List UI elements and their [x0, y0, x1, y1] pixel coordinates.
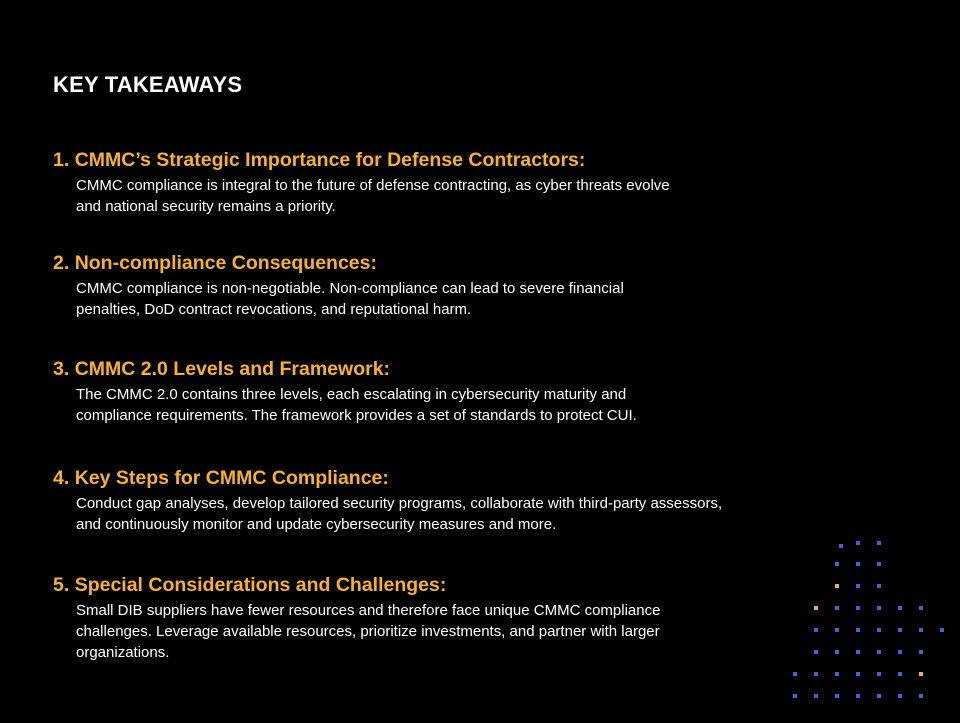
takeaway-item-2 — [53, 251, 624, 320]
description-line: and continuously monitor and update cybersecurity measures and more. — [76, 516, 557, 533]
takeaway-title: CMMC’s Strategic Importance for Defense Contractors: — [74, 149, 586, 171]
dot-icon — [839, 544, 843, 548]
dot-icon — [898, 672, 902, 676]
takeaway-heading — [53, 357, 637, 381]
dot-icon — [793, 672, 797, 676]
dot-icon — [919, 650, 923, 654]
dot-icon — [814, 628, 818, 632]
dot-icon — [835, 672, 839, 676]
dot-icon — [835, 562, 839, 566]
takeaway-item-1 — [53, 148, 670, 217]
takeaway-heading — [53, 251, 624, 275]
dot-icon — [898, 694, 902, 698]
dot-icon — [793, 694, 797, 698]
takeaway-description — [76, 493, 722, 535]
dot-icon — [877, 628, 881, 632]
dot-icon — [919, 672, 923, 676]
takeaway-description — [76, 278, 624, 320]
dot-icon — [877, 541, 881, 545]
takeaway-heading — [53, 573, 660, 597]
dot-icon — [814, 606, 818, 610]
takeaway-number: 5. — [53, 574, 70, 596]
dot-icon — [835, 650, 839, 654]
dot-icon — [898, 606, 902, 610]
takeaway-heading — [53, 466, 722, 490]
dot-icon — [877, 606, 881, 610]
takeaway-title: Non-compliance Consequences: — [74, 252, 377, 274]
description-line: Small DIB suppliers have fewer resources and therefore face unique CMMC compliance — [76, 602, 661, 619]
description-line: Conduct gap analyses, develop tailored security programs, collaborate with third-party assessors, — [76, 495, 723, 512]
description-line: challenges. Leverage available resources, prioritize investments, and partner with larger — [76, 623, 660, 640]
dot-icon — [814, 694, 818, 698]
takeaway-title: Special Considerations and Challenges: — [74, 574, 447, 596]
dot-icon — [814, 650, 818, 654]
dot-icon — [856, 541, 860, 545]
dot-icon — [877, 562, 881, 566]
takeaway-description — [76, 175, 670, 217]
dot-icon — [835, 694, 839, 698]
takeaway-number: 1. — [53, 149, 70, 171]
dot-icon — [835, 628, 839, 632]
description-line: compliance requirements. The framework provides a set of standards to protect CUI. — [76, 407, 637, 424]
dot-icon — [940, 628, 944, 632]
takeaway-number: 4. — [53, 467, 70, 489]
description-line: CMMC compliance is integral to the future of defense contracting, as cyber threats evolve — [76, 177, 670, 194]
description-line: organizations. — [76, 644, 170, 661]
dot-icon — [898, 628, 902, 632]
takeaway-number: 2. — [53, 252, 70, 274]
takeaway-heading — [53, 148, 670, 172]
dot-icon — [814, 672, 818, 676]
takeaway-number: 3. — [53, 358, 70, 380]
takeaway-title: CMMC 2.0 Levels and Framework: — [74, 358, 391, 380]
dot-icon — [877, 694, 881, 698]
takeaway-item-5 — [53, 573, 660, 663]
takeaway-item-3 — [53, 357, 637, 426]
takeaway-item-4 — [53, 466, 722, 535]
dot-icon — [856, 562, 860, 566]
takeaway-description — [76, 384, 637, 426]
dot-icon — [835, 584, 839, 588]
description-line: The CMMC 2.0 contains three levels, each escalating in cybersecurity maturity and — [76, 386, 627, 403]
dot-icon — [919, 694, 923, 698]
dot-icon — [856, 650, 860, 654]
dot-icon — [877, 672, 881, 676]
dot-icon — [919, 628, 923, 632]
takeaway-description — [76, 600, 660, 663]
dot-icon — [898, 650, 902, 654]
takeaway-title: Key Steps for CMMC Compliance: — [74, 467, 389, 489]
description-line: penalties, DoD contract revocations, and reputational harm. — [76, 301, 472, 318]
dot-icon — [856, 628, 860, 632]
dot-icon — [877, 650, 881, 654]
dot-icon — [877, 584, 881, 588]
description-line: and national security remains a priority. — [76, 198, 336, 215]
dot-icon — [835, 606, 839, 610]
dot-icon — [856, 672, 860, 676]
dot-icon — [919, 606, 923, 610]
page-title: KEY TAKEAWAYS — [53, 72, 243, 97]
dot-icon — [856, 584, 860, 588]
dot-icon — [856, 694, 860, 698]
dot-icon — [856, 606, 860, 610]
description-line: CMMC compliance is non-negotiable. Non-compliance can lead to severe financial — [76, 280, 624, 297]
